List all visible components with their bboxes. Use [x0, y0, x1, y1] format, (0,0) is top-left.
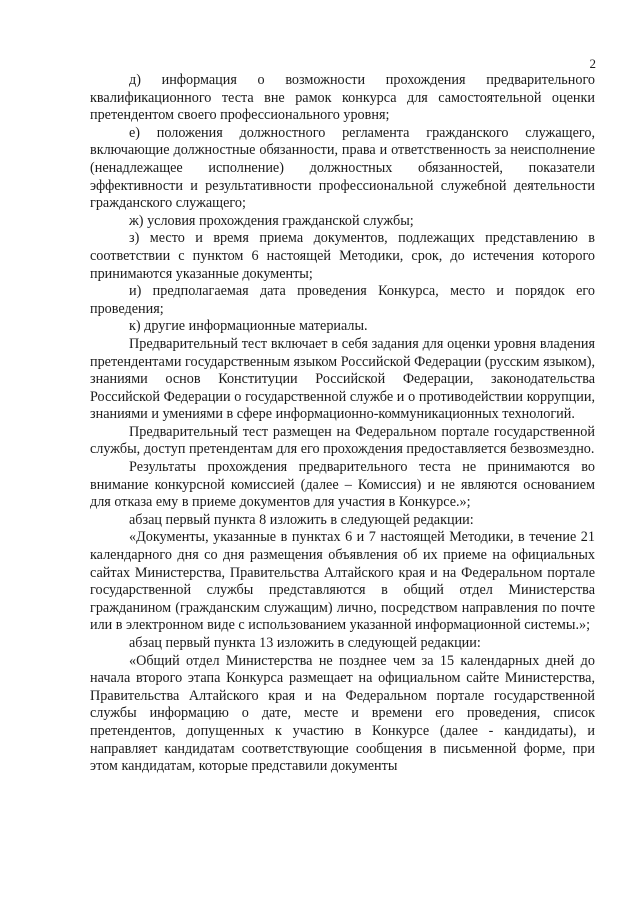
paragraph-preliminary-test: Предварительный тест включает в себя задания для оценки уровня владения претендентами государственным языком Российской Федерации (русским языком), знаниями основ Конституции Российской Федерации, законодательства Российской Федерации о государственной службе и о противодействии коррупции, знаниями и умениями в сфере информационно-коммуникационных технологий. — [90, 335, 595, 423]
paragraph-amend-item-8: абзац первый пункта 8 изложить в следующей редакции: — [129, 511, 474, 528]
paragraph-item-z: з) место и время приема документов, подлежащих представлению в соответствии с пунктом 6 настоящей Методики, срок, до истечения которого принимаются указанные документы; — [90, 230, 595, 282]
paragraph-documents-submission: «Документы, указанные в пунктах 6 и 7 настоящей Методики, в течение 21 календарного дня со дня размещения объявления об их приеме на официальных сайтах Министерства, Правительства Алтайского края и на Федеральном портале государственной службы представляются в общий отдел Министерства гражданином (гражданским служащим) лично, посредством направления по почте или в электронном виде с использованием указанной информационной системы.»; — [90, 529, 595, 634]
paragraph-item-e: е) положения должностного регламента гражданского служащего, включающие должностные обязанности, права и ответственность за неисполнение (ненадлежащее исполнение) должностных обязанностей, показатели эффективности и результативности профессиональной служебной деятельности гражданского служащего; — [90, 124, 595, 212]
document-body — [90, 72, 595, 776]
paragraph-test-results: Результаты прохождения предварительного теста не принимаются во внимание конкурсной комиссией (далее – Комиссия) и не являются основанием для отказа ему в приеме документов для участия в Конкурсе.»; — [90, 459, 595, 511]
paragraph-item-k: к) другие информационные материалы. — [129, 318, 368, 335]
paragraph-item-zh: ж) условия прохождения гражданской службы; — [129, 212, 414, 229]
paragraph-amend-item-13: абзац первый пункта 13 изложить в следующей редакции: — [129, 635, 481, 651]
paragraph-general-department: «Общий отдел Министерства не позднее чем за 15 календарных дней до начала второго этапа Конкурса размещает на официальном сайте Министерства, Правительства Алтайского края и на Федеральном портале государственной службы информацию о дате, месте и времени его проведения, список претендентов, допущенных к участию в Конкурсе (далее - кандидаты), и направляет кандидатам соответствующие сообщения в письменной форме, при этом кандидатам, которые представили документы — [90, 652, 595, 775]
page-number: 2 — [589, 56, 596, 71]
paragraph-test-portal: Предварительный тест размещен на Федеральном портале государственной службы, доступ претендентам для его прохождения предоставляется безвозмездно. — [90, 423, 595, 458]
paragraph-item-d: д) информация о возможности прохождения предварительного квалификационного теста вне рамок конкурса для самостоятельной оценки претендентом своего профессионального уровня; — [90, 72, 595, 124]
paragraph-item-i: и) предполагаемая дата проведения Конкурса, место и порядок его проведения; — [90, 283, 595, 317]
